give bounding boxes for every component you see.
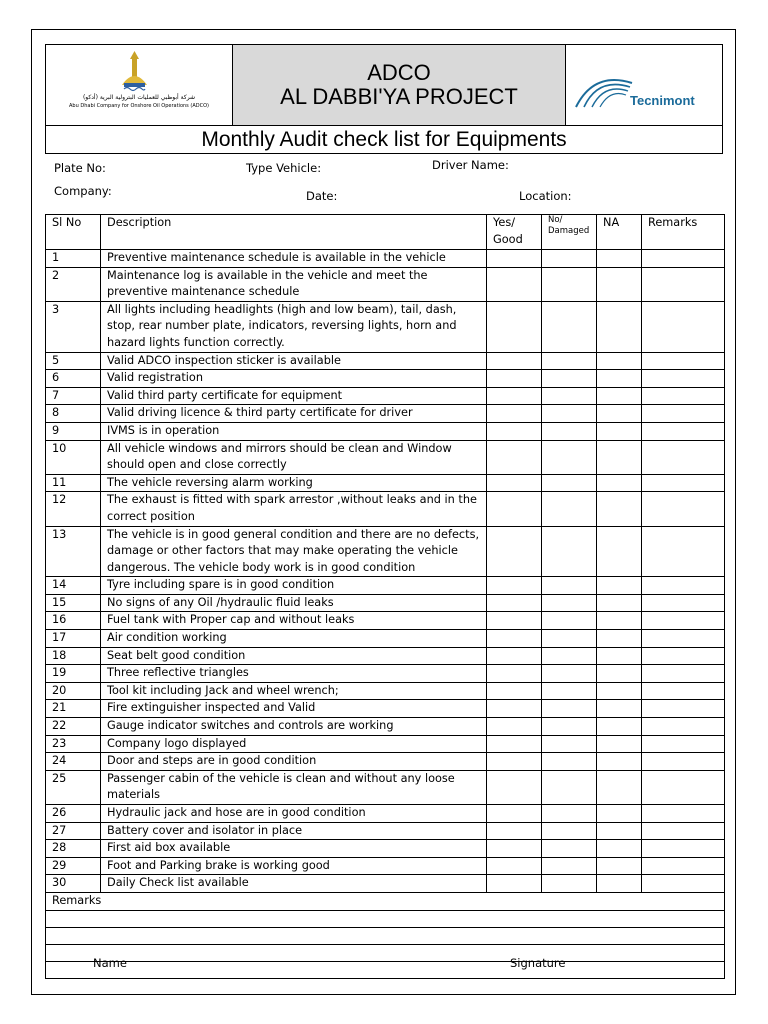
- row-number: 14: [46, 577, 101, 595]
- row-description: All vehicle windows and mirrors should be clean and Window should open and close correctly: [101, 440, 487, 474]
- na-cell[interactable]: [597, 753, 642, 771]
- row-description: Hydraulic jack and hose are in good condition: [101, 805, 487, 823]
- row-number: 3: [46, 301, 101, 352]
- row-description: IVMS is in operation: [101, 422, 487, 440]
- driver-name-label: Driver Name:: [432, 158, 509, 172]
- na-cell[interactable]: [597, 718, 642, 736]
- row-number: 11: [46, 474, 101, 492]
- yes-good-cell[interactable]: [487, 822, 542, 840]
- remarks-cell[interactable]: [642, 718, 725, 736]
- table-row: [46, 735, 725, 753]
- col-header-no-damaged: [542, 215, 597, 250]
- row-description: Valid third party certificate for equipment: [101, 387, 487, 405]
- remarks-cell[interactable]: [642, 267, 725, 301]
- row-description: The vehicle is in good general condition and there are no defects, damage or other factors that may make operating the vehicle dangerous. The vehicle body work is in good condition: [101, 526, 487, 577]
- table-row: [46, 665, 725, 683]
- no-damaged-cell[interactable]: [542, 492, 597, 526]
- no-damaged-cell[interactable]: [542, 718, 597, 736]
- form-title: Monthly Audit check list for Equipments: [45, 125, 723, 154]
- row-number: 18: [46, 647, 101, 665]
- table-row: [46, 822, 725, 840]
- row-description: Valid registration: [101, 370, 487, 388]
- na-cell[interactable]: [597, 875, 642, 893]
- row-description: The exhaust is fitted with spark arrestor ,without leaks and in the correct position: [101, 492, 487, 526]
- row-number: 7: [46, 387, 101, 405]
- remarks-cell[interactable]: [642, 735, 725, 753]
- yes-good-cell[interactable]: [487, 753, 542, 771]
- na-cell[interactable]: [597, 630, 642, 648]
- row-description: No signs of any Oil /hydraulic fluid leaks: [101, 594, 487, 612]
- remarks-line-cell[interactable]: [46, 927, 725, 944]
- row-description: Valid driving licence & third party certificate for driver: [101, 405, 487, 423]
- company-label: Company:: [54, 184, 112, 198]
- no-damaged-cell[interactable]: [542, 805, 597, 823]
- no-damaged-cell[interactable]: [542, 630, 597, 648]
- location-label: Location:: [519, 189, 572, 203]
- remarks-label: Remarks: [46, 892, 725, 910]
- table-header-row: [46, 215, 725, 250]
- remarks-line-cell[interactable]: [46, 944, 725, 961]
- remarks-cell[interactable]: [642, 647, 725, 665]
- yes-good-cell[interactable]: [487, 875, 542, 893]
- remarks-cell[interactable]: [642, 301, 725, 352]
- no-damaged-cell[interactable]: [542, 370, 597, 388]
- remarks-row: [46, 892, 725, 910]
- adco-logo: [46, 45, 233, 125]
- yes-good-cell[interactable]: [487, 718, 542, 736]
- no-damaged-label: No/ Damaged: [548, 215, 590, 236]
- tecnimont-logo: [566, 45, 722, 125]
- yes-good-cell[interactable]: [487, 770, 542, 804]
- table-row: [46, 405, 725, 423]
- remarks-cell[interactable]: [642, 822, 725, 840]
- audit-checklist-table: [45, 214, 725, 979]
- remarks-cell[interactable]: [642, 840, 725, 858]
- yes-good-cell[interactable]: [487, 700, 542, 718]
- na-cell[interactable]: [597, 370, 642, 388]
- table-row: [46, 577, 725, 595]
- no-damaged-cell[interactable]: [542, 682, 597, 700]
- remarks-cell[interactable]: [642, 805, 725, 823]
- remarks-cell[interactable]: [642, 630, 725, 648]
- remarks-line[interactable]: [46, 927, 725, 944]
- table-row: [46, 352, 725, 370]
- no-damaged-cell[interactable]: [542, 735, 597, 753]
- no-damaged-cell[interactable]: [542, 250, 597, 268]
- tecnimont-name: Tecnimont: [630, 93, 695, 108]
- row-description: First aid box available: [101, 840, 487, 858]
- table-row: [46, 370, 725, 388]
- row-number: 16: [46, 612, 101, 630]
- adco-arabic-name: شركة أبوظبي للعمليات البترولية البرية (أدكو): [82, 94, 196, 101]
- no-damaged-cell[interactable]: [542, 753, 597, 771]
- table-row: [46, 770, 725, 804]
- yes-good-cell[interactable]: [487, 805, 542, 823]
- row-description: Door and steps are in good condition: [101, 753, 487, 771]
- table-row: [46, 250, 725, 268]
- na-cell[interactable]: [597, 735, 642, 753]
- row-number: 15: [46, 594, 101, 612]
- row-description: Daily Check list available: [101, 875, 487, 893]
- table-row: [46, 612, 725, 630]
- row-number: 10: [46, 440, 101, 474]
- no-damaged-cell[interactable]: [542, 594, 597, 612]
- yes-good-cell[interactable]: [487, 612, 542, 630]
- table-row: [46, 682, 725, 700]
- row-number: 20: [46, 682, 101, 700]
- yes-good-cell[interactable]: [487, 370, 542, 388]
- remarks-cell[interactable]: [642, 250, 725, 268]
- remarks-line[interactable]: [46, 944, 725, 961]
- row-number: 5: [46, 352, 101, 370]
- row-number: 27: [46, 822, 101, 840]
- table-row: [46, 387, 725, 405]
- no-damaged-cell[interactable]: [542, 577, 597, 595]
- remarks-cell[interactable]: [642, 770, 725, 804]
- row-number: 2: [46, 267, 101, 301]
- no-damaged-cell[interactable]: [542, 352, 597, 370]
- na-cell[interactable]: [597, 474, 642, 492]
- header-logo-row: [45, 44, 723, 126]
- na-cell[interactable]: [597, 250, 642, 268]
- no-damaged-cell[interactable]: [542, 405, 597, 423]
- remarks-line-cell[interactable]: [46, 910, 725, 927]
- row-number: 13: [46, 526, 101, 577]
- row-number: 9: [46, 422, 101, 440]
- remarks-line[interactable]: [46, 910, 725, 927]
- row-description: Foot and Parking brake is working good: [101, 857, 487, 875]
- no-damaged-cell[interactable]: [542, 770, 597, 804]
- no-damaged-cell[interactable]: [542, 840, 597, 858]
- row-description: Passenger cabin of the vehicle is clean and without any loose materials: [101, 770, 487, 804]
- row-description: Company logo displayed: [101, 735, 487, 753]
- col-header-yes-good: Yes/ Good: [487, 215, 542, 250]
- table-row: [46, 474, 725, 492]
- col-header-remarks: Remarks: [642, 215, 725, 250]
- remarks-cell[interactable]: [642, 474, 725, 492]
- remarks-cell[interactable]: [642, 440, 725, 474]
- row-number: 19: [46, 665, 101, 683]
- form-header: [45, 44, 723, 154]
- row-number: 26: [46, 805, 101, 823]
- table-row: [46, 422, 725, 440]
- project-company: ADCO: [367, 60, 431, 85]
- table-row: [46, 526, 725, 577]
- table-row: [46, 301, 725, 352]
- adco-english-name: Abu Dhabi Company for Onshore Oil Operations (ADCO): [69, 103, 209, 109]
- row-description: Air condition working: [101, 630, 487, 648]
- na-cell[interactable]: [597, 526, 642, 577]
- row-number: 30: [46, 875, 101, 893]
- na-cell[interactable]: [597, 682, 642, 700]
- na-cell[interactable]: [597, 840, 642, 858]
- yes-good-cell[interactable]: [487, 440, 542, 474]
- remarks-cell[interactable]: [642, 352, 725, 370]
- row-description: Valid ADCO inspection sticker is available: [101, 352, 487, 370]
- table-row: [46, 875, 725, 893]
- remarks-cell[interactable]: [642, 612, 725, 630]
- remarks-cell[interactable]: [642, 387, 725, 405]
- row-description: Seat belt good condition: [101, 647, 487, 665]
- date-label: Date:: [306, 189, 338, 203]
- na-cell[interactable]: [597, 612, 642, 630]
- row-number: 17: [46, 630, 101, 648]
- table-row: [46, 805, 725, 823]
- signature-label: Signature: [510, 956, 566, 970]
- row-number: 24: [46, 753, 101, 771]
- na-cell[interactable]: [597, 301, 642, 352]
- name-label: Name: [93, 956, 127, 970]
- na-cell[interactable]: [597, 352, 642, 370]
- row-description: All lights including headlights (high and low beam), tail, dash, stop, rear number plate, indicators, reversing lights, horn and hazard lights function correctly.: [101, 301, 487, 352]
- row-description: Fuel tank with Proper cap and without leaks: [101, 612, 487, 630]
- remarks-cell[interactable]: [642, 422, 725, 440]
- no-damaged-cell[interactable]: [542, 301, 597, 352]
- col-header-na: NA: [597, 215, 642, 250]
- na-cell[interactable]: [597, 422, 642, 440]
- table-row: [46, 594, 725, 612]
- col-header-description: Description: [101, 215, 487, 250]
- remarks-cell[interactable]: [642, 682, 725, 700]
- no-damaged-cell[interactable]: [542, 526, 597, 577]
- remarks-cell[interactable]: [642, 492, 725, 526]
- row-number: 25: [46, 770, 101, 804]
- na-cell[interactable]: [597, 387, 642, 405]
- row-description: The vehicle reversing alarm working: [101, 474, 487, 492]
- yes-good-cell[interactable]: [487, 250, 542, 268]
- yes-good-cell[interactable]: [487, 267, 542, 301]
- remarks-line[interactable]: [46, 961, 725, 978]
- yes-good-cell[interactable]: [487, 405, 542, 423]
- yes-good-cell[interactable]: [487, 594, 542, 612]
- yes-good-cell[interactable]: [487, 352, 542, 370]
- type-vehicle-label: Type Vehicle:: [246, 161, 322, 175]
- na-cell[interactable]: [597, 822, 642, 840]
- na-cell[interactable]: [597, 770, 642, 804]
- na-cell[interactable]: [597, 492, 642, 526]
- row-description: Fire extinguisher inspected and Valid: [101, 700, 487, 718]
- row-number: 28: [46, 840, 101, 858]
- na-cell[interactable]: [597, 405, 642, 423]
- row-description: Maintenance log is available in the vehicle and meet the preventive maintenance schedule: [101, 267, 487, 301]
- yes-good-cell[interactable]: [487, 857, 542, 875]
- remarks-line-cell[interactable]: [46, 961, 725, 978]
- na-cell[interactable]: [597, 647, 642, 665]
- yes-good-cell[interactable]: [487, 526, 542, 577]
- no-damaged-cell[interactable]: [542, 440, 597, 474]
- row-description: Three reflective triangles: [101, 665, 487, 683]
- remarks-cell[interactable]: [642, 753, 725, 771]
- yes-good-cell[interactable]: [487, 474, 542, 492]
- remarks-cell[interactable]: [642, 665, 725, 683]
- no-damaged-cell[interactable]: [542, 612, 597, 630]
- yes-good-cell[interactable]: [487, 647, 542, 665]
- table-row: [46, 492, 725, 526]
- na-cell[interactable]: [597, 440, 642, 474]
- table-row: [46, 267, 725, 301]
- no-damaged-cell[interactable]: [542, 875, 597, 893]
- no-damaged-cell[interactable]: [542, 267, 597, 301]
- remarks-cell[interactable]: [642, 370, 725, 388]
- row-number: 12: [46, 492, 101, 526]
- row-number: 21: [46, 700, 101, 718]
- row-number: 23: [46, 735, 101, 753]
- table-row: [46, 440, 725, 474]
- row-description: Tool kit including Jack and wheel wrench;: [101, 682, 487, 700]
- row-number: 8: [46, 405, 101, 423]
- row-description: Tyre including spare is in good condition: [101, 577, 487, 595]
- row-number: 22: [46, 718, 101, 736]
- na-cell[interactable]: [597, 594, 642, 612]
- project-name: AL DABBI'YA PROJECT: [280, 84, 518, 109]
- remarks-cell[interactable]: [642, 594, 725, 612]
- table-row: [46, 718, 725, 736]
- na-cell[interactable]: [597, 805, 642, 823]
- no-damaged-cell[interactable]: [542, 647, 597, 665]
- yes-good-cell[interactable]: [487, 840, 542, 858]
- row-number: 1: [46, 250, 101, 268]
- remarks-cell[interactable]: [642, 405, 725, 423]
- remarks-cell[interactable]: [642, 526, 725, 577]
- table-row: [46, 753, 725, 771]
- row-description: Preventive maintenance schedule is available in the vehicle: [101, 250, 487, 268]
- yes-good-cell[interactable]: [487, 682, 542, 700]
- na-cell[interactable]: [597, 857, 642, 875]
- project-title-block: [233, 45, 566, 125]
- remarks-cell[interactable]: [642, 875, 725, 893]
- no-damaged-cell[interactable]: [542, 665, 597, 683]
- row-number: 6: [46, 370, 101, 388]
- yes-good-cell[interactable]: [487, 422, 542, 440]
- table-row: [46, 857, 725, 875]
- na-cell[interactable]: [597, 267, 642, 301]
- yes-good-cell[interactable]: [487, 577, 542, 595]
- row-description: Gauge indicator switches and controls are working: [101, 718, 487, 736]
- na-cell[interactable]: [597, 577, 642, 595]
- no-damaged-cell[interactable]: [542, 857, 597, 875]
- remarks-cell[interactable]: [642, 577, 725, 595]
- table-row: [46, 647, 725, 665]
- yes-good-cell[interactable]: [487, 630, 542, 648]
- no-damaged-cell[interactable]: [542, 700, 597, 718]
- table-row: [46, 840, 725, 858]
- remarks-cell[interactable]: [642, 857, 725, 875]
- no-damaged-cell[interactable]: [542, 822, 597, 840]
- col-header-sl-no: Sl No: [46, 215, 101, 250]
- row-number: 29: [46, 857, 101, 875]
- no-damaged-cell[interactable]: [542, 387, 597, 405]
- yes-good-cell[interactable]: [487, 492, 542, 526]
- na-cell[interactable]: [597, 700, 642, 718]
- tecnimont-arcs-icon: [574, 69, 634, 109]
- plate-no-label: Plate No:: [54, 161, 106, 175]
- na-cell[interactable]: [597, 665, 642, 683]
- row-description: Battery cover and isolator in place: [101, 822, 487, 840]
- yes-good-cell[interactable]: [487, 735, 542, 753]
- yes-good-cell[interactable]: [487, 301, 542, 352]
- table-row: [46, 700, 725, 718]
- yes-good-cell[interactable]: [487, 387, 542, 405]
- table-row: [46, 630, 725, 648]
- remarks-cell[interactable]: [642, 700, 725, 718]
- no-damaged-cell[interactable]: [542, 422, 597, 440]
- yes-good-cell[interactable]: [487, 665, 542, 683]
- no-damaged-cell[interactable]: [542, 474, 597, 492]
